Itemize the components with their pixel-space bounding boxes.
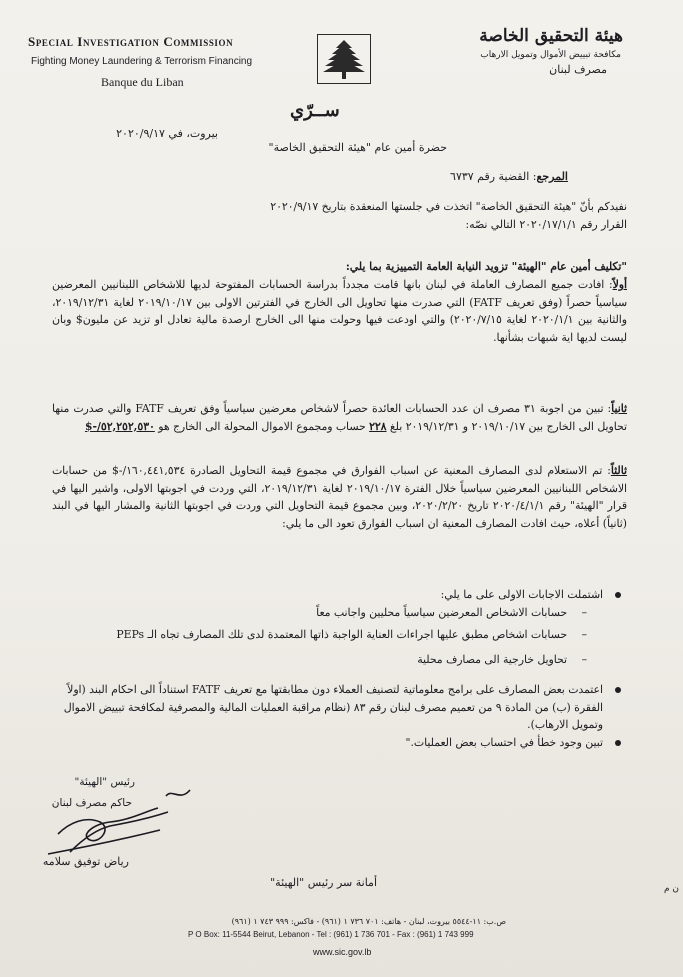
letterhead-org-ar: هيئة التحقيق الخاصة bbox=[479, 26, 623, 46]
bullet-item-3: تبين وجود خطأ في احتساب بعض العمليات." bbox=[37, 734, 627, 752]
third-label: ثالثاً bbox=[610, 464, 627, 477]
section-third bbox=[52, 462, 627, 532]
reference-label: المرجع bbox=[536, 170, 568, 183]
date-line: بيروت، في ٢٠٢٠/٩/١٧ bbox=[116, 127, 218, 140]
first-label: أولاً bbox=[612, 278, 627, 291]
sub-item-2: – حسابات اشخاص مطبق عليها اجراءات العناية الواجبة ذاتها المعتمدة لدى تلك المصارف تجاه الـ PEPs bbox=[67, 626, 627, 644]
addressee: حضرة أمين عام "هيئة التحقيق الخاصة" bbox=[268, 141, 447, 154]
bullet-list-1 bbox=[37, 586, 627, 604]
classification-mark: ســرّي bbox=[290, 100, 340, 121]
letterhead-subtitle-en: Fighting Money Laundering & Terrorism Financing bbox=[31, 56, 253, 67]
intro-line-1: نفيدكم بأنّ "هيئة التحقيق الخاصة" اتخذت في جلستها المنعقدة بتاريخ ٢٠٢٠/٩/١٧ bbox=[270, 200, 627, 213]
letterhead-bank-en: Banque du Liban bbox=[101, 75, 184, 89]
bullet-item-2: اعتمدت بعض المصارف على برامج معلوماتية لتصنيف العملاء دون مطابقتها مع تعريف FATF استناداً الى احكام البند (اولاً الفقرة (ب) من المادة ٩ من تعميم مصرف لبنان رقم ٨٣ (نظام مراقبة العمليات المالية والمصرفية لمكافحة تبييض الاموال وتمويل الارهاب). bbox=[37, 681, 627, 734]
section-second bbox=[52, 400, 627, 435]
bullet-list-2 bbox=[37, 681, 627, 751]
sub-list bbox=[67, 604, 627, 669]
signatory-name: رياض توفيق سلامه bbox=[42, 855, 129, 868]
signatory-title: رئيس "الهيئة" bbox=[74, 776, 135, 788]
handwritten-signature bbox=[40, 782, 200, 862]
signatory-subtitle: حاكم مصرف لبنان bbox=[51, 797, 132, 809]
letterhead-subtitle-ar: مكافحة تبييض الأموال وتمويل الارهاب bbox=[480, 50, 621, 60]
footer-website[interactable]: www.sic.gov.lb bbox=[313, 947, 372, 957]
second-text: : تبين من اجوبة ٣١ مصرف ان عدد الحسابات العائدة حصراً لاشخاص معرضين سياسياً وفق تعريف FATF والتي صدرت منها تحاويل الى الخارج بين ٢٠١٩/١٠/١٧ و ٢٠١٩/١٢/٣١ بلغ bbox=[52, 402, 627, 433]
mandate-line bbox=[52, 258, 627, 276]
second-amount: ٥٢,٢٥٢,٥٣٠/-$ bbox=[84, 419, 155, 433]
footer-address-ar: ص.ب: ١١-٥٥٤٤ بيروت، لبنان - هاتف: ٧٠١ ٧٣٦ ١ (٩٦١) - فاكس: ٩٩٩ ٧٤٣ ١ (٩٦١) bbox=[231, 917, 506, 926]
cedar-emblem-icon bbox=[317, 34, 371, 84]
bullet-item-1: اشتملت الاجابات الاولى على ما يلي: bbox=[37, 586, 627, 604]
second-text-2: حساب ومجموع الاموال المحولة الى الخارج هو bbox=[154, 419, 370, 433]
intro-line-2: القرار رقم ٢٠٢٠/١٧/١/١ التالي نصّه: bbox=[465, 217, 627, 231]
sub-item-1: – حسابات الاشخاص المعرضين سياسياً محليين واجانب معاً bbox=[67, 604, 627, 622]
secretariat-line: أمانة سر رئيس "الهيئة" bbox=[270, 876, 377, 889]
mandate-text: "تكليف أمين عام "الهيئة" تزويد النيابة العامة التمييزية بما يلي: bbox=[345, 260, 627, 273]
letterhead-org-en: Special Investigation Commission bbox=[28, 34, 234, 49]
intro-paragraph bbox=[52, 198, 627, 233]
reference-line bbox=[450, 170, 568, 183]
letterhead-bank-ar: مصرف لبنان bbox=[549, 63, 607, 76]
first-text: : افادت جميع المصارف العاملة في لبنان بانها قامت مجدداً بدراسة الحسابات المفتوحة لديها للاشخاص اللبنانيين المعرضين سياسياً حصراً (وفق تعريف FATF) التي صدرت منها تحاويل الى الخارج في الفترتين الاولى بين ٢٠١٩/١٠/١٧ لغاية ٢٠١٩/١٢/٣١، والثانية بين ٢٠٢٠/١/١ لغاية ٢٠٢٠/٧/١٥) والتي اودعت فيها وحولت منها الى الخارج ارصدة مالية تعادل او تزيد عن مليون$ وبان ليست لديها اية شبهات بشأنها. bbox=[52, 278, 628, 344]
sub-item-3: – تحاويل خارجية الى مصارف محلية bbox=[67, 651, 627, 669]
footer-address-en: P O Box: 11-5544 Beirut, Lebanon - Tel : (961) 1 736 701 - Fax : (961) 1 743 999 bbox=[188, 930, 474, 939]
initials: ن م bbox=[663, 884, 679, 894]
section-first bbox=[52, 276, 627, 346]
reference-value: : القضية رقم ٦٧٣٧ bbox=[450, 170, 537, 183]
second-label: ثانياً bbox=[611, 402, 628, 415]
third-text: : تم الاستعلام لدى المصارف المعنية عن اسباب الفوارق في مجموع قيمة التحاويل الصادرة ١٦٠,٤٤١,٥٣٤/-$ من حسابات الاشخاص اللبنانيين المعرضين سياسياً خلال الفترة ٢٠١٩/١٠/١٧ لغاية ٢٠١٩/١٢/٣١، التي وردت في اجوبتها الاولى، واشير اليها في قرار "الهيئة" رقم ٢٠٢٠/٤/١/١ تاريخ ٢٠٢٠/٢/٢٠، وبين مجموع قيمة التحاويل التي وردت في اجوبتها الثانية والمشار اليها في البند (ثانياً) أعلاه، حيث افادت المصارف المعنية ان اسباب الفوارق تعود الى ما يلي: bbox=[52, 464, 627, 530]
second-count: ٢٢٨ bbox=[369, 419, 387, 433]
